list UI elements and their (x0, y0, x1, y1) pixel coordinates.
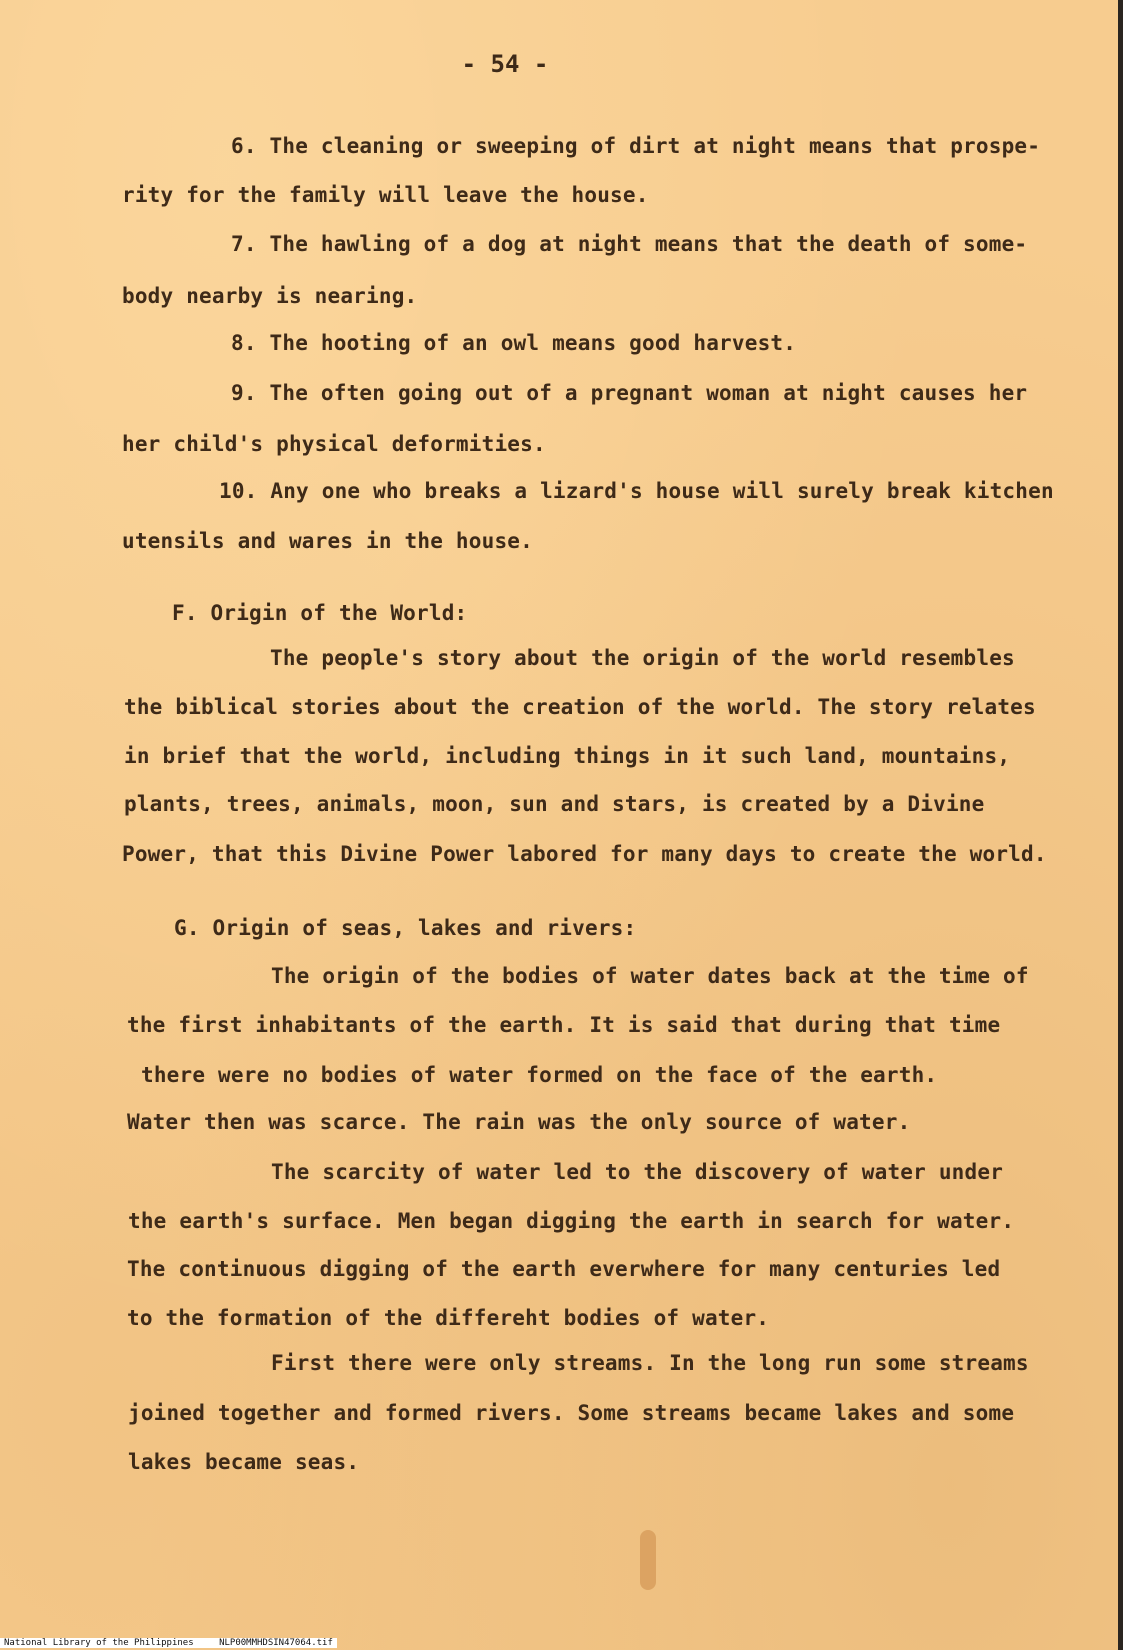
text-line: the biblical stories about the creation of the world. The story relates (124, 695, 1036, 719)
section-heading: G. Origin of seas, lakes and rivers: (174, 916, 637, 940)
text-line: The continuous digging of the earth everwhere for many centuries led (127, 1257, 1001, 1281)
text-line: 7. The hawling of a dog at night means that the death of some- (231, 232, 1028, 256)
text-line: 6. The cleaning or sweeping of dirt at night means that prospe- (231, 134, 1041, 158)
text-line: 9. The often going out of a pregnant woman at night causes her (231, 381, 1028, 405)
section-heading: F. Origin of the World: (172, 601, 468, 625)
text-line: First there were only streams. In the long run some streams (271, 1351, 1029, 1375)
text-line: body nearby is nearing. (122, 284, 418, 308)
text-line: there were no bodies of water formed on the face of the earth. (141, 1063, 938, 1087)
text-line: rity for the family will leave the house. (122, 183, 649, 207)
file-label: NLP00MMHDSIN47064.tif (219, 1638, 333, 1648)
scan-footer (0, 1638, 337, 1648)
text-line: her child's physical deformities. (122, 432, 546, 456)
text-line: 10. Any one who breaks a lizard's house will surely break kitchen (219, 479, 1054, 503)
text-line: The people's story about the origin of the world resembles (270, 646, 1015, 670)
text-line: Power, that this Divine Power labored for many days to create the world. (122, 842, 1047, 866)
text-line: plants, trees, animals, moon, sun and stars, is created by a Divine (124, 792, 985, 816)
text-line: the first inhabitants of the earth. It is said that during that time (127, 1013, 1001, 1037)
text-line: in brief that the world, including things in it such land, mountains, (124, 744, 1011, 768)
text-line: utensils and wares in the house. (122, 529, 533, 553)
page-number: - 54 - (461, 50, 549, 78)
text-line: 8. The hooting of an owl means good harvest. (231, 331, 797, 355)
text-line: Water then was scarce. The rain was the only source of water. (127, 1110, 911, 1134)
text-line: the earth's surface. Men began digging the earth in search for water. (128, 1209, 1015, 1233)
text-line: to the formation of the differeht bodies of water. (127, 1306, 770, 1330)
ink-stain (640, 1530, 656, 1590)
text-line: lakes became seas. (128, 1450, 360, 1474)
library-label: National Library of the Philippines (4, 1638, 194, 1648)
text-line: The origin of the bodies of water dates back at the time of (271, 964, 1029, 988)
text-line: joined together and formed rivers. Some streams became lakes and some (128, 1401, 1015, 1425)
text-line: The scarcity of water led to the discovery of water under (271, 1160, 1004, 1184)
